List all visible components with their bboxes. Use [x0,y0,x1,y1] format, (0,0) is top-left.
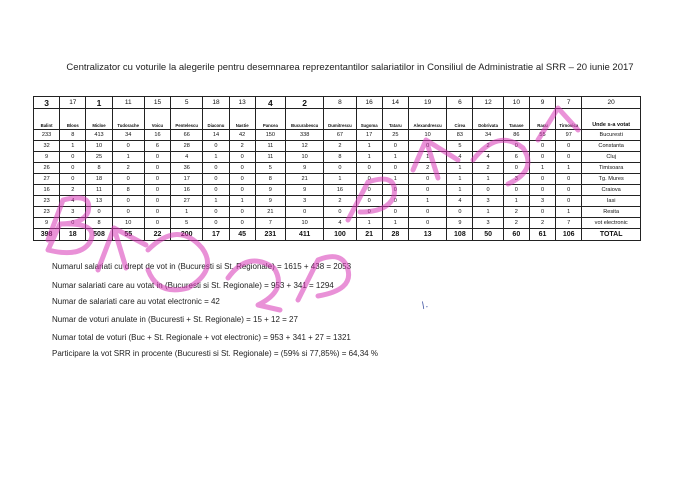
vote-count-cell: 9 [34,152,60,163]
total-label-cell: TOTAL [582,229,641,241]
seat-number-cell: 12 [473,97,503,109]
vote-count-cell: 10 [285,152,323,163]
vote-count-cell: 2 [503,218,529,229]
vote-count-cell: 1 [203,196,229,207]
vote-count-cell: 66 [171,130,203,141]
summary-line-4: Numar de voturi anulate in (Bucuresti + St. Regionale) = 15 + 12 = 27 [52,315,298,324]
candidate-name-cell: Dobrivata [473,109,503,130]
vote-count-cell: 97 [556,130,582,141]
table-row [34,185,641,196]
total-cell: 61 [529,229,555,241]
vote-count-cell: 1 [382,174,408,185]
vote-count-cell: 10 [285,218,323,229]
vote-count-cell: 10 [112,218,144,229]
vote-count-cell: 0 [86,207,112,218]
vote-count-cell: 4 [171,152,203,163]
vote-count-cell: 0 [144,207,170,218]
vote-count-cell: 86 [503,130,529,141]
vote-count-cell: 13 [86,196,112,207]
vote-count-cell: 0 [473,185,503,196]
vote-count-cell: 16 [171,185,203,196]
vote-count-cell: 16 [34,185,60,196]
candidate-name-cell: Micloe [86,109,112,130]
vote-count-cell: 4 [447,196,473,207]
vote-count-cell: 0 [356,207,382,218]
seat-number-cell: 15 [144,97,170,109]
vote-count-cell: 17 [171,174,203,185]
vote-count-cell: 26 [34,163,60,174]
vote-count-cell: 8 [324,152,356,163]
vote-count-cell: 1 [503,196,529,207]
total-row [34,229,641,241]
vote-count-cell: 11 [255,152,285,163]
vote-count-cell: 4 [447,152,473,163]
vote-count-cell: 0 [144,152,170,163]
seat-number-cell: 4 [255,97,285,109]
vote-count-cell: 16 [324,185,356,196]
vote-count-cell: 1 [356,218,382,229]
vote-count-cell: 55 [529,130,555,141]
seat-number-cell: 11 [112,97,144,109]
vote-count-cell: 2 [60,185,86,196]
vote-count-cell: 0 [356,185,382,196]
vote-count-cell: 0 [60,174,86,185]
summary-line-6: Participare la vot SRR in procente (Bucuresti si St. Regionale) = (59% si 77,85%) = 64,34 % [52,349,378,358]
vote-count-cell: 0 [529,185,555,196]
vote-count-cell: 8 [112,185,144,196]
vote-count-cell: 0 [529,141,555,152]
vote-count-cell: 0 [556,185,582,196]
vote-count-cell: 1 [408,152,446,163]
vote-count-cell: 1 [324,174,356,185]
vote-count-cell: 0 [112,207,144,218]
vote-count-cell: 0 [556,196,582,207]
vote-count-cell: 0 [60,218,86,229]
vote-count-cell: 3 [60,207,86,218]
vote-count-cell: 0 [229,163,255,174]
table-row [34,163,641,174]
location-cell: Resita [582,207,641,218]
vote-count-cell: 0 [144,196,170,207]
vote-count-cell: 9 [34,218,60,229]
vote-count-cell: 25 [86,152,112,163]
vote-count-cell: 0 [203,218,229,229]
vote-count-cell: 0 [556,152,582,163]
seat-number-cell: 13 [229,97,255,109]
vote-count-cell: 8 [60,130,86,141]
vote-count-cell: 1 [556,207,582,218]
total-cell: 55 [112,229,144,241]
seat-number-row [34,97,641,109]
seat-number-cell: 9 [529,97,555,109]
vote-count-cell: 25 [382,130,408,141]
total-cell: 411 [285,229,323,241]
vote-count-cell: 0 [408,207,446,218]
vote-count-cell: 0 [203,141,229,152]
candidate-name-cell: Tudorache [112,109,144,130]
candidate-name-cell: Diaconu [203,109,229,130]
seat-number-cell: 16 [356,97,382,109]
vote-count-cell: 1 [112,152,144,163]
vote-count-cell: 3 [473,196,503,207]
vote-count-cell: 1 [203,152,229,163]
vote-count-cell: 0 [60,163,86,174]
vote-count-cell: 0 [382,185,408,196]
vote-count-cell: 0 [408,218,446,229]
candidate-name-cell: Pentelescu [171,109,203,130]
vote-count-cell: 23 [34,196,60,207]
candidate-name-cell: Bucurabescu [285,109,323,130]
seat-number-cell: 1 [86,97,112,109]
table-row [34,130,641,141]
location-cell: Iasi [582,196,641,207]
vote-count-cell: 0 [503,185,529,196]
location-cell: Constanta [582,141,641,152]
vote-count-cell: 27 [34,174,60,185]
total-cell: 21 [356,229,382,241]
vote-count-cell: 1 [382,218,408,229]
candidate-name-cell: Balint [34,109,60,130]
vote-count-cell: 0 [60,152,86,163]
vote-count-cell: 2 [229,141,255,152]
summary-line-1: Numarul salariati cu drept de vot in (Bucuresti si St. Regionale) = 1615 + 438 = 2053 [52,262,352,271]
vote-count-cell: 6 [144,141,170,152]
vote-count-cell: 5 [255,163,285,174]
vote-count-cell: 1 [529,163,555,174]
vote-count-cell: 5 [447,141,473,152]
candidate-name-cell: Cirea [447,109,473,130]
vote-count-cell: 0 [203,163,229,174]
total-cell: 108 [447,229,473,241]
total-cell: 22 [144,229,170,241]
vote-count-cell: 0 [529,207,555,218]
vote-count-cell: 14 [203,130,229,141]
seat-number-cell: 3 [34,97,60,109]
vote-count-cell: 0 [408,141,446,152]
vote-count-cell: 0 [144,218,170,229]
vote-count-cell: 2 [529,218,555,229]
total-cell: 231 [255,229,285,241]
seat-number-cell: 5 [171,97,203,109]
vote-count-cell: 3 [285,196,323,207]
total-cell: 508 [86,229,112,241]
vote-count-cell: 0 [556,141,582,152]
seat-number-cell: 14 [382,97,408,109]
vote-count-cell: 0 [203,185,229,196]
vote-count-cell: 6 [503,152,529,163]
vote-count-cell: 1 [229,196,255,207]
candidate-name-cell: Tanase [503,109,529,130]
table-row [34,196,641,207]
vote-count-cell: 3 [503,174,529,185]
vote-count-cell: 413 [86,130,112,141]
vote-count-cell: 83 [447,130,473,141]
vote-count-cell: 0 [382,207,408,218]
total-cell: 18 [60,229,86,241]
seat-number-cell: 6 [447,97,473,109]
vote-count-cell: 17 [356,130,382,141]
table-row [34,152,641,163]
pen-mark: /. [419,299,430,312]
vote-count-cell: 12 [285,141,323,152]
vote-count-cell: 28 [171,141,203,152]
candidate-name-cell: Sugoma [356,109,382,130]
vote-count-cell: 9 [255,196,285,207]
vote-count-cell: 7 [556,218,582,229]
vote-count-cell: 0 [203,207,229,218]
vote-count-cell: 10 [408,130,446,141]
vote-count-cell: 0 [285,207,323,218]
total-cell: 100 [324,229,356,241]
vote-count-cell: 0 [203,174,229,185]
vote-count-cell: 0 [503,163,529,174]
location-cell: vot electronic [582,218,641,229]
candidate-name-cell: Voicu [144,109,170,130]
location-cell: Cluj [582,152,641,163]
candidate-name-row [34,109,641,130]
vote-count-cell: 0 [229,218,255,229]
vote-count-cell: 9 [285,163,323,174]
vote-count-cell: 0 [382,196,408,207]
total-cell: 106 [556,229,582,241]
vote-count-cell: 1 [556,163,582,174]
seat-number-cell: 7 [556,97,582,109]
seat-number-cell: 18 [203,97,229,109]
vote-count-cell: 1 [447,174,473,185]
vote-count-cell: 1 [447,163,473,174]
table-row [34,174,641,185]
vote-count-cell: 0 [382,141,408,152]
vote-count-cell: 0 [529,174,555,185]
candidate-name-cell: Dumitrescu [324,109,356,130]
vote-count-cell: 233 [34,130,60,141]
summary-line-5: Numar total de voturi (Buc + St. Regionale + vot electronic) = 953 + 341 + 27 = 1321 [52,333,351,342]
location-cell: Bucuresti [582,130,641,141]
vote-count-cell: 2 [473,141,503,152]
vote-count-cell: 1 [447,185,473,196]
vote-count-cell: 1 [171,207,203,218]
vote-count-cell: 11 [86,185,112,196]
vote-count-cell: 338 [285,130,323,141]
vote-count-cell: 34 [112,130,144,141]
vote-count-cell: 0 [229,152,255,163]
vote-count-cell: 34 [473,130,503,141]
vote-count-cell: 2 [324,196,356,207]
vote-count-cell: 2 [408,163,446,174]
location-cell: Tg. Mures [582,174,641,185]
vote-count-cell: 16 [144,130,170,141]
seat-number-cell: 2 [285,97,323,109]
vote-count-cell: 0 [112,141,144,152]
vote-count-cell: 0 [382,163,408,174]
seat-number-cell: 17 [60,97,86,109]
vote-count-cell: 4 [60,196,86,207]
location-cell: Craiova [582,185,641,196]
seat-number-cell: 19 [408,97,446,109]
vote-count-cell: 18 [86,174,112,185]
vote-count-cell: 0 [229,185,255,196]
vote-count-cell: 0 [408,185,446,196]
vote-count-cell: 21 [285,174,323,185]
seat-number-cell: 8 [324,97,356,109]
results-table [33,96,641,241]
vote-count-cell: 9 [447,218,473,229]
vote-count-cell: 8 [255,174,285,185]
vote-count-cell: 9 [255,185,285,196]
vote-count-cell: 0 [529,152,555,163]
vote-count-cell: 27 [171,196,203,207]
location-header-cell: Unde s-a votat [582,109,641,130]
summary-line-2: Numar salariati care au votat in (Bucuresti si St. Regionale) = 953 + 341 = 1294 [52,281,334,290]
location-cell: Timisoara [582,163,641,174]
vote-count-cell: 2 [503,207,529,218]
vote-count-cell: 150 [255,130,285,141]
vote-count-cell: 8 [86,218,112,229]
vote-count-cell: 21 [255,207,285,218]
vote-count-cell: 0 [229,174,255,185]
candidate-name-cell: Tirnovica [556,109,582,130]
vote-count-cell: 1 [473,174,503,185]
vote-count-cell: 7 [255,218,285,229]
total-cell: 398 [34,229,60,241]
vote-count-cell: 0 [144,185,170,196]
vote-count-cell: 0 [229,207,255,218]
vote-count-cell: 0 [324,163,356,174]
total-cell: 45 [229,229,255,241]
vote-count-cell: 36 [171,163,203,174]
vote-count-cell: 67 [324,130,356,141]
candidate-name-cell: Nastie [229,109,255,130]
vote-count-cell: 23 [34,207,60,218]
vote-count-cell: 0 [112,174,144,185]
vote-count-cell: 3 [473,218,503,229]
seat-number-cell: 20 [582,97,641,109]
vote-count-cell: 0 [556,174,582,185]
vote-count-cell: 0 [356,174,382,185]
total-cell: 60 [503,229,529,241]
vote-count-cell: 0 [356,196,382,207]
table-row [34,141,641,152]
total-cell: 200 [171,229,203,241]
page-title: Centralizator cu voturile la alegerile pentru desemnarea reprezentantilor salariatilor in Consiliul de Administratie al SRR – 20 iunie 2017 [66,62,634,73]
vote-count-cell: 10 [86,141,112,152]
total-cell: 50 [473,229,503,241]
vote-count-cell: 0 [324,207,356,218]
vote-count-cell: 42 [229,130,255,141]
candidate-name-cell: Alexandrescu [408,109,446,130]
candidate-name-cell: Tataru [382,109,408,130]
vote-count-cell: 1 [382,152,408,163]
candidate-name-cell: Bloos [60,109,86,130]
total-cell: 28 [382,229,408,241]
candidate-name-cell: Pancea [255,109,285,130]
vote-count-cell: 32 [34,141,60,152]
vote-count-cell: 0 [356,163,382,174]
vote-count-cell: 0 [447,207,473,218]
vote-count-cell: 11 [255,141,285,152]
vote-count-cell: 2 [112,163,144,174]
vote-count-cell: 0 [408,174,446,185]
vote-count-cell: 8 [86,163,112,174]
seat-number-cell: 10 [503,97,529,109]
vote-count-cell: 9 [285,185,323,196]
vote-count-cell: 0 [112,196,144,207]
vote-count-cell: 0 [503,141,529,152]
vote-count-cell: 1 [408,196,446,207]
vote-count-cell: 1 [356,152,382,163]
total-cell: 13 [408,229,446,241]
vote-count-cell: 1 [473,207,503,218]
total-cell: 17 [203,229,229,241]
candidate-name-cell: Racu [529,109,555,130]
vote-count-cell: 1 [356,141,382,152]
table-row [34,207,641,218]
vote-count-cell: 5 [171,218,203,229]
vote-count-cell: 4 [473,152,503,163]
table-row [34,218,641,229]
vote-count-cell: 2 [473,163,503,174]
vote-count-cell: 0 [144,174,170,185]
vote-count-cell: 2 [324,141,356,152]
summary-line-3: Numar de salariati care au votat electronic = 42 [52,297,220,306]
vote-count-cell: 1 [60,141,86,152]
vote-count-cell: 3 [529,196,555,207]
vote-count-cell: 4 [324,218,356,229]
vote-count-cell: 0 [144,163,170,174]
